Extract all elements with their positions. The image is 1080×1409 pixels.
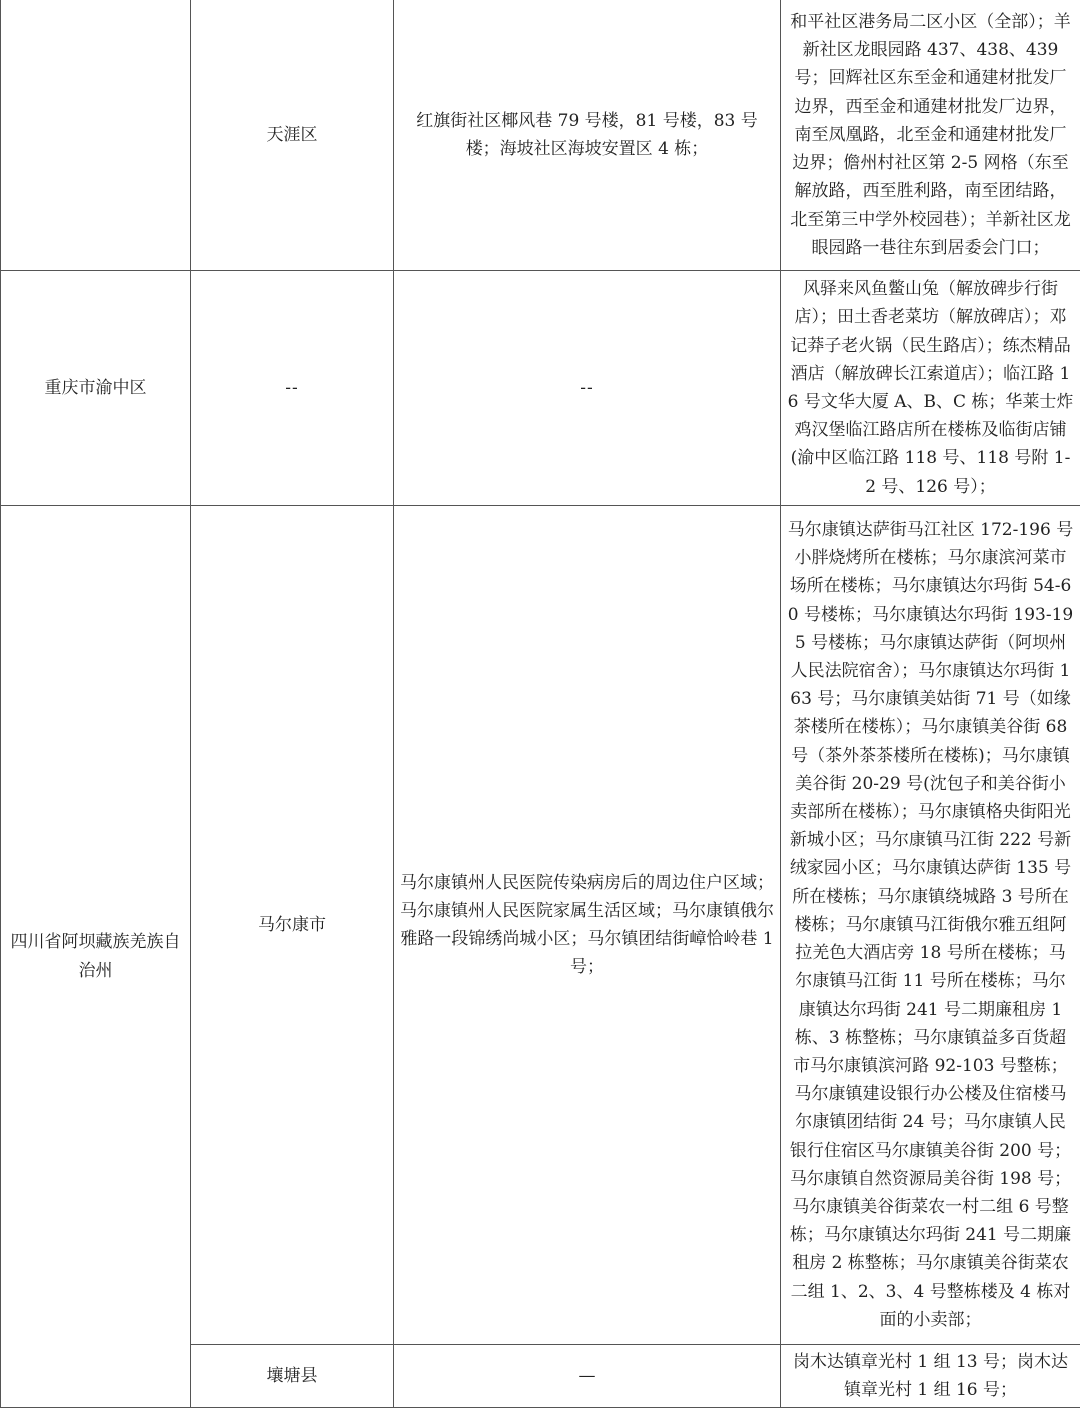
district-cell: 马尔康市 — [191, 506, 394, 1345]
city-cell — [1, 0, 191, 271]
mid-risk-cell: 和平社区港务局二区小区（全部）；羊新社区龙眼园路 437、438、439 号；回辉社区东至金和通建材批发厂边界，西至金和通建材批发厂边界，南至凤凰路，北至金和通建材批发厂边界；儋州村社区第 2-5 网格（东至解放路，西至胜利路，南至团结路，北至第三中学外校园巷）；羊新社区龙眼园路一巷往东到居委会门口； — [781, 0, 1080, 271]
high-risk-cell: 马尔康镇州人民医院传染病房后的周边住户区域；马尔康镇州人民医院家属生活区域；马尔康镇俄尔雅路一段锦绣尚城小区；马尔镇团结街嶂恰岭巷 1 号； — [394, 506, 781, 1345]
table-row — [1, 271, 1080, 506]
table-row — [1, 0, 1080, 271]
high-risk-cell: -- — [394, 271, 781, 506]
district-cell: -- — [191, 271, 394, 506]
city-cell: 四川省阿坝藏族羌族自治州 — [1, 506, 191, 1408]
high-risk-cell: 红旗街社区椰风巷 79 号楼，81 号楼，83 号楼；海坡社区海坡安置区 4 栋； — [394, 0, 781, 271]
table-row — [1, 506, 1080, 1345]
mid-risk-cell: 马尔康镇达萨街马江社区 172-196 号小胖烧烤所在楼栋；马尔康滨河菜市场所在楼栋；马尔康镇达尔玛街 54-60 号楼栋；马尔康镇达尔玛街 193-195 号楼栋；马尔康镇达萨街（阿坝州人民法院宿舍）；马尔康镇达尔玛街 163 号；马尔康镇美姑街 71 号（如缘茶楼所在楼栋）；马尔康镇美谷街 68 号（茶外茶茶楼所在楼栋)；马尔康镇美谷街 20-29 号(沈包子和美谷街小卖部所在楼栋）；马尔康镇格央街阳光新城小区；马尔康镇马江街 222 号新绒家园小区；马尔康镇达萨街 135 号所在楼栋；马尔康镇绕城路 3 号所在楼栋；马尔康镇马江街俄尔雅五组阿拉羌色大酒店旁 18 号所在楼栋；马尔康镇马江街 11 号所在楼栋；马尔康镇达尔玛街 241 号二期廉租房 1 栋、3 栋整栋；马尔康镇益多百货超市马尔康镇滨河路 92-103 号整栋；马尔康镇建设银行办公楼及住宿楼马尔康镇团结街 24 号；马尔康镇人民银行住宿区马尔康镇美谷街 200 号；马尔康镇自然资源局美谷街 198 号；马尔康镇美谷街菜农一村二组 6 号整栋；马尔康镇达尔玛街 241 号二期廉租房 2 栋整栋；马尔康镇美谷街菜农二组 1、2、3、4 号整栋楼及 4 栋对面的小卖部； — [781, 506, 1080, 1345]
mid-risk-cell: 风驿来风鱼鳖山兔（解放碑步行街店）；田土香老菜坊（解放碑店）；邓记莽子老火锅（民生路店）；练杰精品酒店（解放碑长江索道店）；临江路 16 号文华大厦 A、B、C 栋；华莱士炸鸡汉堡临江路店所在楼栋及临街店铺(渝中区临江路 118 号、118 号附 1-2 号、126 号）； — [781, 271, 1080, 506]
mid-risk-cell: 岗木达镇章光村 1 组 13 号；岗木达镇章光村 1 组 16 号； — [781, 1345, 1080, 1408]
high-risk-cell: — — [394, 1345, 781, 1408]
city-cell: 重庆市渝中区 — [1, 271, 191, 506]
district-cell: 壤塘县 — [191, 1345, 394, 1408]
district-cell: 天涯区 — [191, 0, 394, 271]
